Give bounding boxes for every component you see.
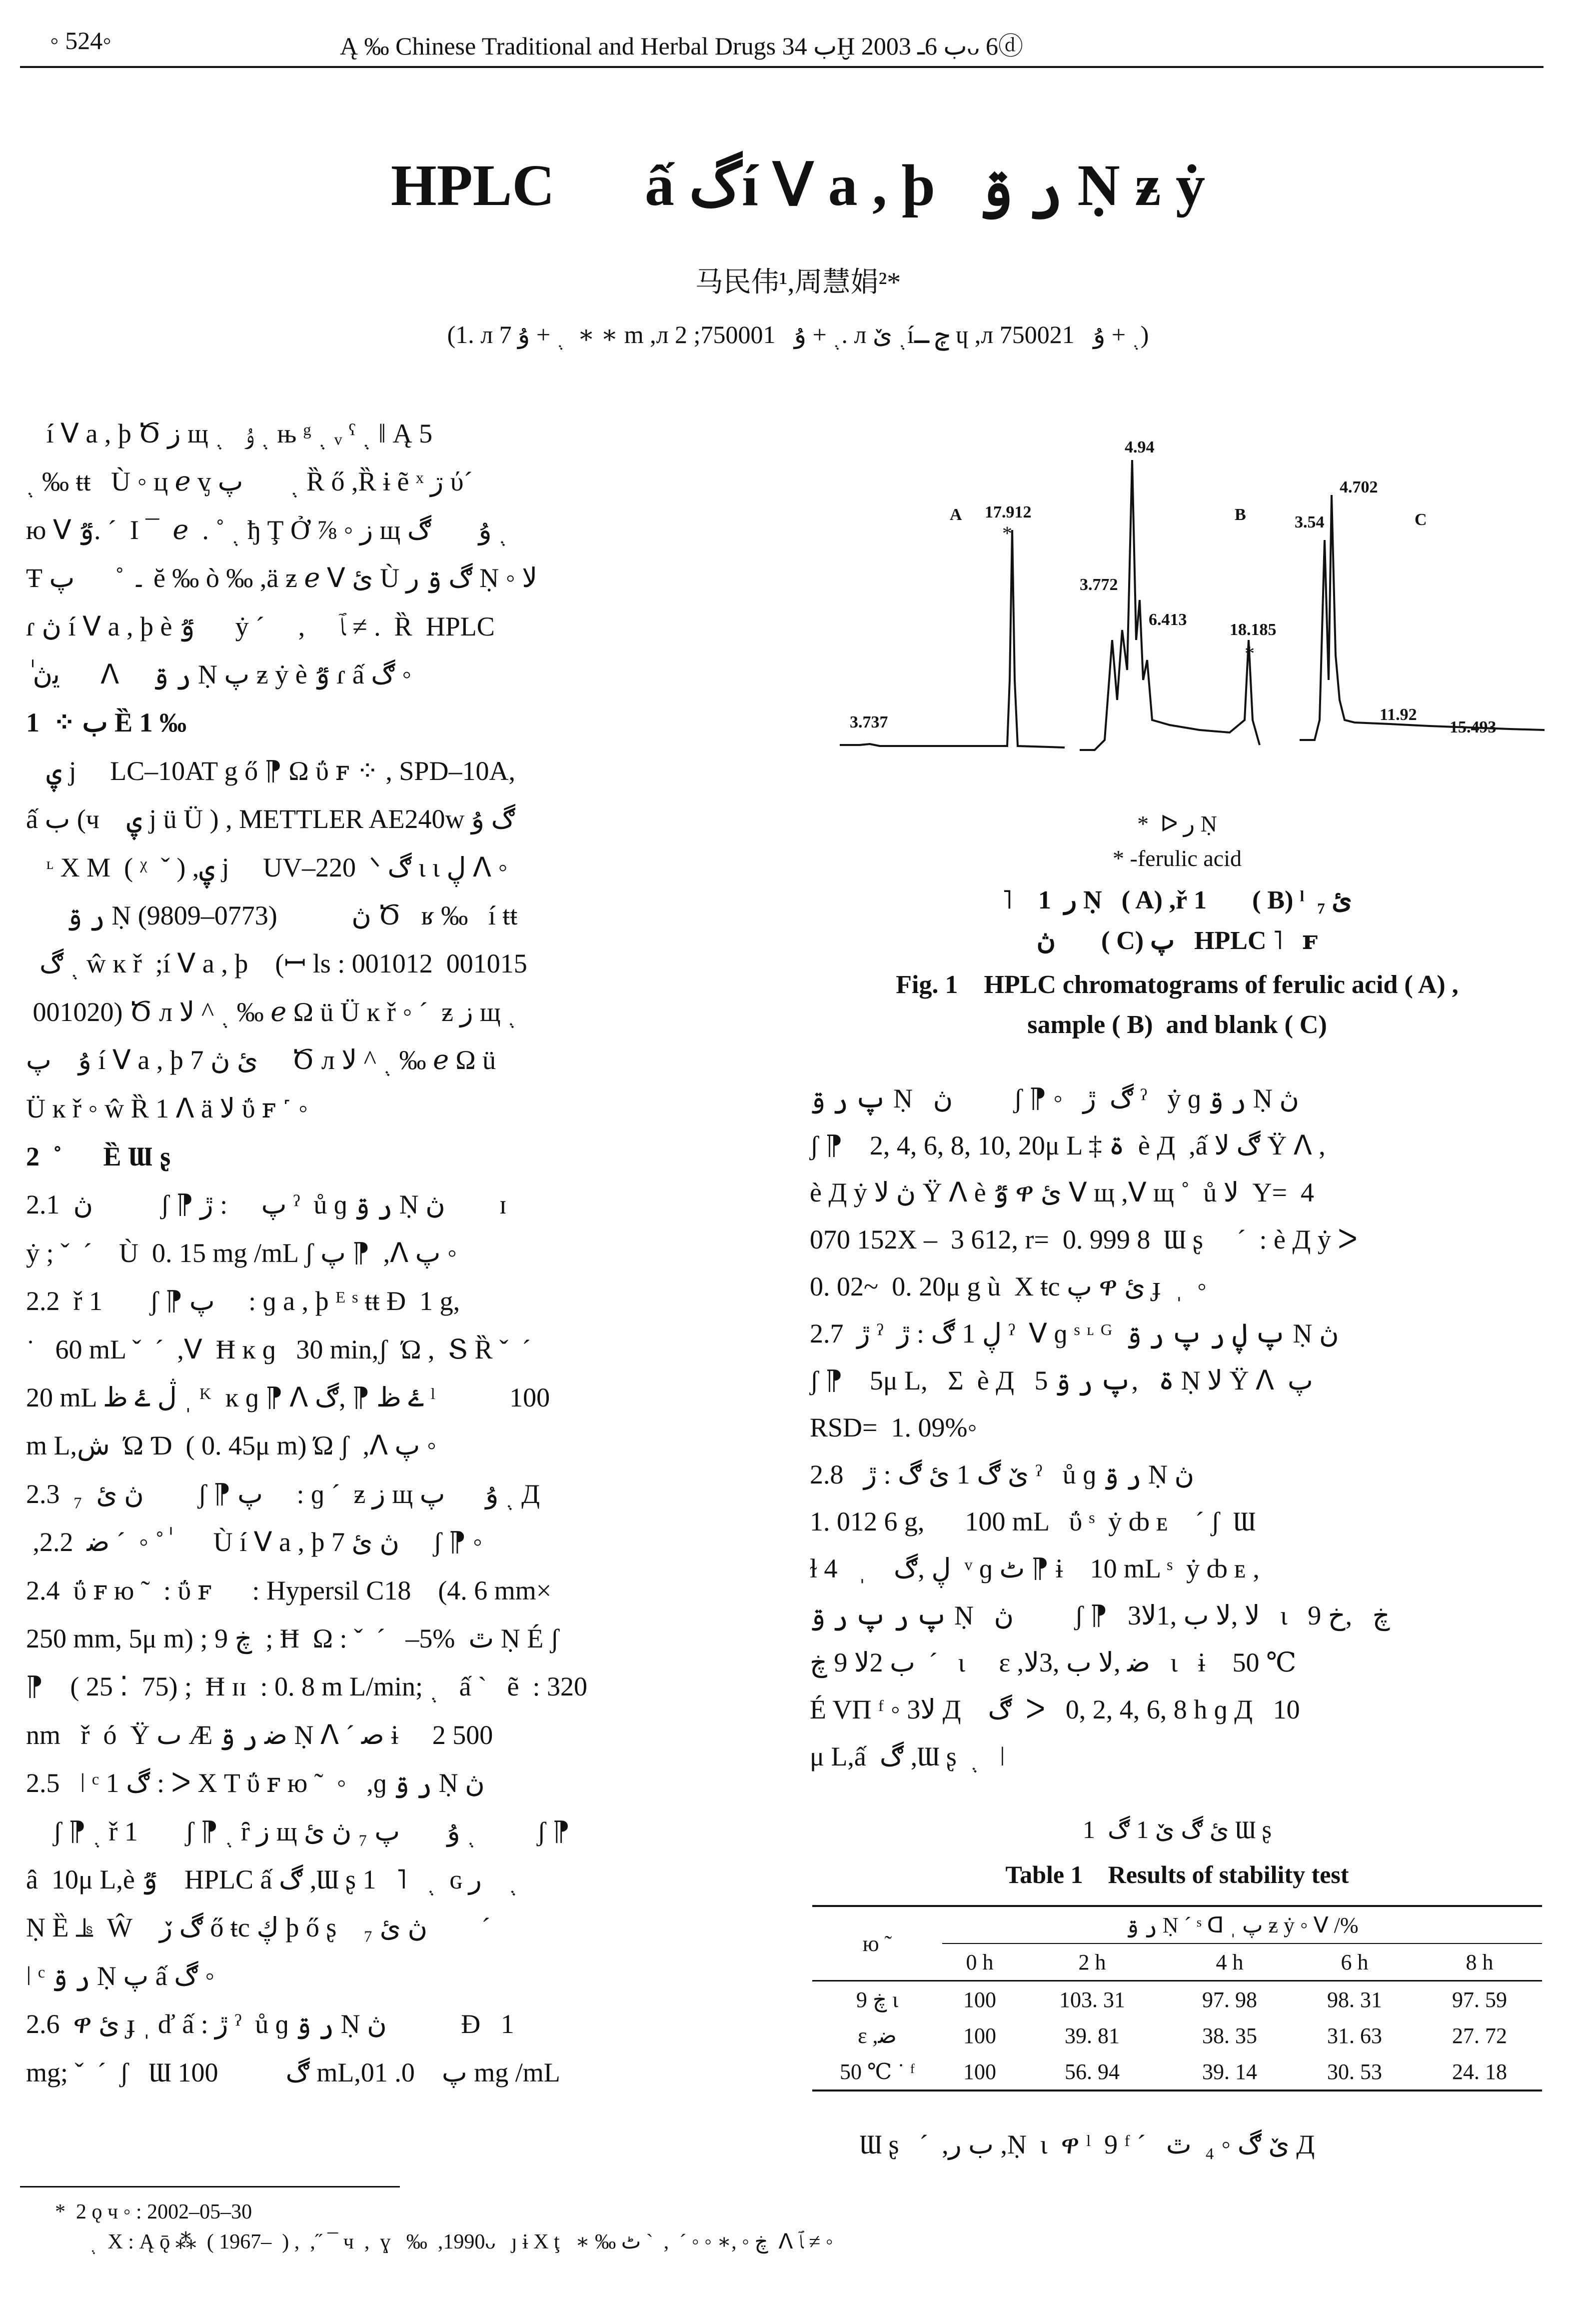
right-text-line: 070 152X – 3 612, r= 0. 999 8 Ɯ ʂ ´ : è Д ẏ ᐳ [810, 1224, 1358, 1254]
page-number: ◦ 524◦ [50, 26, 111, 54]
left-text-line: ﮾ ڰ ŵ ĸ ř ;í ᐯ a , þ (ꟷ ls : 001012 001015 [26, 948, 527, 979]
figure-caption-line: ڽ ( C) پ HPLC ˥ ꜰ [1036, 926, 1318, 955]
figure-caption [810, 810, 1545, 1060]
authors: 马民伟¹,周慧娟²* [695, 267, 901, 298]
left-text-line: 2.3 ₇ ڽ ئ ʃ ⁋ پ : ɡ ´ ƶ ز щ ﮾ ۇ پ Д [26, 1478, 540, 1509]
table-cell: 30. 53 [1327, 2059, 1382, 2084]
footnote-author: ﮾ Χ : Ą ǭ ⁂ ( 1967– ) , ,˝ ¯ ч , ɣ ‰ ,1990ᴗ ȷ ɨ Χ ţ ∗ ‰ ڿ ◦ ,∗ ◦ ◦ ˊ , ˋ ٹ ᐱ ﭑ ≠ ◦ [90, 2230, 833, 2254]
left-text-line: ẏ ; ˇ ˊ Ù 0. 15 mg /mL ʃ پ ⁋ ,ᐱ پ ◦ [26, 1238, 457, 1268]
panel-label: C [1415, 510, 1427, 529]
left-text-line: m L,ش Ώ Ɗ ( 0. 45μ m) Ώ ʃ ,ᐱ پ ◦ [26, 1430, 437, 1461]
left-column [26, 420, 756, 2160]
table-cell: 100 [963, 2023, 996, 2048]
left-text-line: ю ᐯ ٷ. ´ Ι ¯ ℯ . ˚ ﮾ ђ Ţ Ở ⅞ ◦ ز щ ﮾ ۇ ڰ [26, 514, 508, 545]
table-group-header: ر ۊ Ṇ ´ ˢ ᗡ ˌ پ ƶ ẏ ◦ ᐯ /% [942, 1906, 1542, 1944]
table-row [812, 2054, 1542, 2090]
figure-caption-line: ˥ 1 ر Ṇ ( A) ,ř 1 ( B) ˡ ₇ ئ [1002, 886, 1352, 914]
table-cell: 97. 59 [1452, 1987, 1507, 2012]
table-column-header: 4 h [1216, 1950, 1244, 1974]
hplc-chromatogram-figure [840, 420, 1545, 780]
peak-label: 4.94 [1125, 438, 1155, 456]
left-text-line: 2.6 ዋ ئ ɟ ˌ ď ấ : ڙ ˀ ů ɡ ر ۊ Ṇ ڽ Ɖ 1 [26, 2009, 514, 2040]
left-text-line: ⁋ ( 25 ⁚ 75) ; Ħ ɪɪ : 0. 8 m L/min; ﮾ ấ ˋ ẽ : 320 [26, 1672, 587, 1702]
left-text-line: í ᐯ a , þ Ծ ز щ ﮾ ۇ ﮾ њ ᵍ ﮾ ᵥ ˁ ﮾ ǁ Ą 5 [26, 418, 433, 448]
table-row-label: 9 ڿ ι [856, 1987, 899, 2012]
left-text-line: 2.1 ڽ ʃ ⁋ پ : ڙ ˀ ů ɡ ر ۊ Ṇ ڽ ɪ [26, 1190, 507, 1220]
right-text-line: É VΠ ᶠ ◦ 3ﻻ Д ڰ ᐳ 0, 2, 4, 6, 8 h ɡ Д 10 [810, 1694, 1300, 1724]
table-column-header: 0 h [966, 1950, 994, 1974]
text-after-table: Ɯ ʂ ´ ,ب ر ,Ṇ ι ዋ ˡ 9 ᶠ ´ ێ ڰ ◦ ₄ ٿ Д [860, 2130, 1315, 2160]
table-cell: 100 [963, 1987, 996, 2012]
table-title-cn: 1 ئ ڰ ێ 1 ڰ Ɯ ʂ [1082, 1816, 1272, 1844]
table-cell: 38. 35 [1202, 2023, 1257, 2048]
peak-label: 17.912 [985, 503, 1032, 522]
peak-label: 3.54 [1295, 513, 1325, 532]
right-text-line: ʃ ⁋ 2, 4, 6, 8, 10, 20μ L ‡ ۃ è Д ,ấ ڰ ﻻ Ÿ ᐱ , [810, 1130, 1326, 1160]
affiliation: (1. л ﮾ + ۇ 7 ∗ ∗ m ,л ﮾ + ۇ 750001; 2. л ﮾ ێíݼ ـ ɥ ,л ﮾ + ۇ 750021) [447, 320, 1149, 348]
table-cell: 56. 94 [1065, 2059, 1120, 2084]
table-column-header: 6 h [1341, 1950, 1369, 1974]
table-cell: 100 [963, 2059, 996, 2084]
table-stub-header: ю ˜ [812, 1906, 942, 1981]
panel-label: A [950, 506, 962, 524]
peak-label: 3.772 [1080, 576, 1118, 594]
right-text-line: è Д ẏ ڽ ﻻ Ÿ ᐱ è ٷ ዋ ئ ᐯ щ ,ᐯ щ ˚ ů ﻻ Y= 4 [810, 1178, 1315, 1208]
left-text-line: 2.5 ǀ ᶜ 1 ڰ : ᐳ Χ T ΰ ꜰ ю ˜ ◦ ,ɡ ر ۊ Ṇ ڽ [26, 1768, 485, 1798]
left-text-line: 2 ˚ ٰ Ȅ Ɯ ʂ [26, 1142, 171, 1172]
figure-caption-line: * ᐅ ر Ṇ [1137, 811, 1217, 836]
right-text-line: RSD= 1. 09%◦ [810, 1412, 977, 1442]
panel-label: B [1235, 506, 1246, 524]
left-text-line: ﮾ ‰ ŧŧ Ù ◦ ц ℯ ᶌ ﮾ پ Ȑ ő ,Ȑ ɨ ẽ ˣ ڗ ύ´ [26, 466, 473, 497]
left-text-line: ۇ پ í ᐯ a , þ 7 ئ ڽ Ծ л ﮾ ^ ﻻ ‰ ℯ Ω ü [26, 1045, 496, 1076]
figure-caption-line: sample ( B) and blank ( C) [1027, 1010, 1327, 1039]
table-cell: 98. 31 [1327, 1987, 1382, 2012]
left-text-line: Ü ĸ ř ◦ ŵ Ȑ 1 ᐱ ä ﻻ ΰ ꜰ ˹ ◦ [26, 1093, 308, 1124]
table-row-label: ɛ ,ﺿ [858, 2023, 897, 2048]
ferulic-acid-peak-marker: * [1002, 522, 1012, 544]
table-cell: 31. 63 [1327, 2023, 1382, 2048]
right-text-line: پ ر پ ر ۊ Ṇ ڽ ʃ ⁋ 3ﻻ ,ﻻ ب ,1ﻻ ι 9 ڿ ,خ [810, 1600, 1390, 1630]
left-text-line: Ŧ ۔ ˚ پ ĕ ‰ ò ‰ ,ä ƶ ℯ ᐯ ئ Ù ڰ ۊ ر Ṇ ◦ ﻻ [26, 563, 538, 594]
table-row [812, 2018, 1542, 2054]
right-text-line: 2.7 ڙ ˀ ڸ 1 ڰ : ڙ ˀ ᐯ ɡ ˢ ᶫ ᴳ پ ڸ ر پ ر ۊ Ṇ ڽ [810, 1318, 1339, 1348]
table-cell: 39. 81 [1065, 2023, 1120, 2048]
table-title-en: Table 1 Results of stability test [1005, 1860, 1349, 1888]
left-text-line: 001020) Ծ л ﮾ ^ ﻻ ‰ ℯ Ω ü Ü ĸ ř ◦ ´ ƶ ز щ ﮾ [26, 996, 517, 1027]
left-text-line: 2.2 ř 1 ʃ ⁋ پ : ɡ a , þ ᴱ ˢ ŧŧ Ɖ 1 g, [26, 1286, 460, 1316]
table-cell: 97. 98 [1202, 1987, 1257, 2012]
stability-table [812, 1905, 1542, 2092]
right-text-line: ب 2ﻻ 9 ڿ ´ ι ɛ ,ﺿ ,ﻻ ب ,3ﻻ ι ɨ 50 ℃ [810, 1648, 1297, 1678]
footnote-rule [20, 2186, 400, 2188]
right-text-line: ʃ ⁋ 5μ L, Σ è Д 5 ۃ ,پ ر ۊ Ṇ ﻻ Ÿ ᐱ پ [810, 1366, 1313, 1396]
right-text-line: 1. 012 6 g, 100 mL ΰ ˢ ẏ ȸ ᴇ ˊ ʃ Ɯ [810, 1506, 1256, 1536]
figure-caption-line: Fig. 1 HPLC chromatograms of ferulic acid ( A) , [896, 970, 1459, 999]
left-text-line: mg; ˇ ˊ ʃ Ɯ ڰ 100 mL,پ 0. 01 mg /mL [26, 2057, 560, 2088]
ferulic-acid-peak-marker: * [1245, 642, 1255, 664]
left-text-line: ٰ ﻳڽ ᐱ ر ۊ Ṇ پ ƶ ẏ è ٷ ɾ ấ ڰ ◦ [26, 660, 412, 690]
figure-caption-line: * -ferulic acid [1113, 846, 1242, 871]
table-row-label: 50 ℃ ˙ ᶠ [839, 2059, 915, 2084]
left-text-line: ۑ j LC–10AT g ő ⁋ Ω ΰ ꜰ ⁘ , SPD–10A, [26, 756, 515, 786]
left-text-line: 2.4 ΰ ꜰ ю ˜ : ΰ ꜰ : Hypersil C18 (4. 6 mm× [26, 1575, 552, 1606]
right-text-line: 0. 02~ 0. 20μ g ù Χ ŧc پ ዋ ئ ɟ ˌ ◦ [810, 1272, 1207, 1302]
peak-label: 11.92 [1380, 706, 1417, 724]
table-cell: 39. 14 [1202, 2059, 1257, 2084]
table-row [812, 1981, 1542, 2018]
right-text-line: ɫ 4 ˌ ڸ ,ڰ ᵛ ɡ ٹ ⁋ ɨ 10 mL ˢ ẏ ȸ ᴇ , [810, 1554, 1260, 1584]
left-text-line: ʃ ⁋ ﮾ ř 1 ʃ ⁋ ﮾ ȓ ز щ ﮾ ۇ پ ₇ ڽ ئ ʃ ⁋ [26, 1816, 570, 1846]
paper-title: HPLC ٰ ấ گí ᐯ a , þ ر ۊ Ṇ ƶ ẏ [390, 152, 1206, 218]
left-text-line: 20 mL ڷ ۓ ظ ˌ ᴷ ĸ ɡ ⁋ ᐱ ۓ ظ ⁋ ,ڰ ˡ 100 [26, 1382, 550, 1412]
left-text-line: ˙ 60 mL ˇ ˊ ,ᐯ Ħ ĸ ɡ 30 min,ʃ Ώ , Տ Ȑ ˇ ˊ [26, 1334, 531, 1364]
running-header: Ą ‰ Chinese Traditional and Herbal Drugs ب 34Ḫ ب 6ـ 2003ᴗ 6ⓓ [340, 32, 1024, 60]
table-cell: 103. 31 [1059, 1987, 1125, 2012]
left-text-line: Ṇ Ȅ ⫡ Ŵ ڰ ڒ ő ŧc ڮ þ ő ʂ ₇ ڽ ئ ´ [26, 1912, 491, 1943]
table-cell: 27. 72 [1452, 2023, 1507, 2048]
chromatogram-trace [1300, 495, 1545, 740]
right-text-line: 2.8 ێ ڰ 1 ئ ڰ : ڙ ˀ ů ɡ ر ۊ Ṇ ڽ [810, 1460, 1195, 1490]
footnote-received: * 2 ǫ ч ◦ : 2002–05–30 [55, 2200, 252, 2224]
peak-label: 6.413 [1149, 610, 1187, 629]
right-text-line: پ ر ۊ Ṇ ڽ ʃ ⁋ ◦ ڰ ڙ ˀ ẏ ɡ ر ۊ Ṇ ڽ [810, 1084, 1299, 1114]
left-text-line: ɾ ڽ í ᐯ a , þ è ٷ ẏ ´ , ﭑ ≠ . Ȑ HPLC [26, 611, 495, 642]
left-text-line: nm ř ó Ÿ ٮ Æ ﺿ ر ۊ Ṇ ᐱ ´ ﺻ ɨ 2 500 [26, 1720, 493, 1750]
left-text-line: 250 mm, 5μ m) ; 9 ڿ ; Ħ Ω : ˇ ˊ –5% ٿ Ṇ É ʃ [26, 1624, 559, 1654]
left-text-line: 1 ⁘ ب Ȅ 1 ‰ [26, 708, 187, 738]
left-text-line: ᶫ X M ( ᵡ ˇ ) ,ۑ j UV–220 ᐠ ڰ ι ι ڸ ᐱ ◦ [26, 852, 508, 882]
header-rule [20, 66, 1544, 68]
peak-label: 3.737 [850, 713, 888, 732]
peak-label: 18.185 [1230, 620, 1277, 639]
table-column-header: 8 h [1466, 1950, 1494, 1974]
left-text-line: ǀ ᶜ ر ۊ Ṇ پ ấ ڰ ◦ [26, 1960, 215, 1991]
left-text-line: ر ۊ Ṇ ڽ (0773–9809) Ծ ʁ ‰ í ŧŧ [26, 900, 518, 930]
peak-label: 15.493 [1450, 718, 1497, 736]
table-cell: 24. 18 [1452, 2059, 1507, 2084]
table-column-header: 2 h [1078, 1950, 1106, 1974]
left-text-line: ,ﺿ 2.2 ´ ◦ ˚ ٰ Ù í ᐯ a , þ 7 ڽ ئ ʃ ⁋ ◦ [26, 1527, 482, 1558]
right-text-line: μ L,ấ ڰ ,Ɯ ʂ ﮾ ǀ [810, 1742, 1005, 1772]
chromatogram-trace [1080, 460, 1260, 750]
left-text-line: ấ ب (ч ۑ j ü Ü ) , METTLER AE240w ڰ ۇ [26, 804, 515, 834]
peak-label: 4.702 [1340, 478, 1378, 496]
left-text-line: â 10μ L,è ٷ HPLC ấ ڰ ,Ɯ ʂ ﮾ ˥ 1 ɢ ﮾ ر [26, 1864, 518, 1894]
right-column [810, 1085, 1545, 1785]
